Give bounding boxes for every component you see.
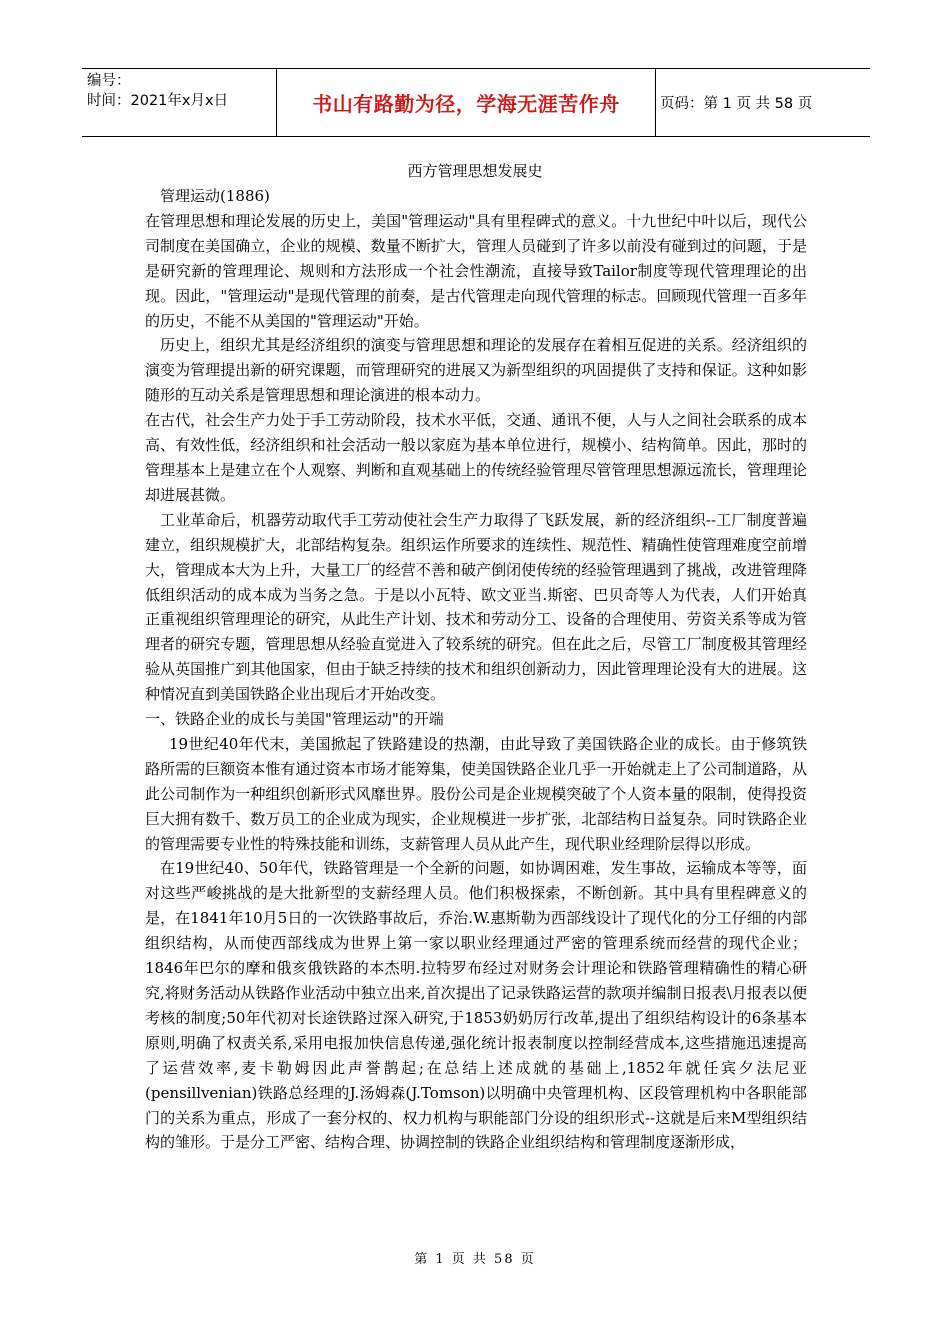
page-header — [82, 68, 870, 137]
header-meta — [87, 71, 272, 134]
number-label: 编号： — [87, 73, 131, 89]
section-heading-railroad: 一、铁路企业的成长与美国"管理运动"的开端 — [145, 710, 444, 729]
document-title: 西方管理思想发展史 — [407, 162, 543, 180]
paragraph: 在管理思想和理论发展的历史上，美国"管理运动"具有里程碑式的意义。十九世纪中叶以后，现代公司制度在美国确立，企业的规模、数量不断扩大，管理人员碰到了许多以前没有碰到过的问题，于是是研究新的管理理论、规则和方法形成一个社会性潮流，直接导致Tailor制度等现代管理理论的出现。因此，"管理运动"是现代管理的前奏，是古代管理走向现代管理的标志。回顾现代管理一百多年的历史，不能不从美国的"管理运动"开始。 — [145, 211, 807, 330]
section-heading-management-movement: 管理运动(1886) — [160, 187, 270, 205]
paragraph: 在古代，社会生产力处于手工劳动阶段，技术水平低，交通、通讯不便，人与人之间社会联系的成本高、有效性低，经济组织和社会活动一般以家庭为基本单位进行，规模小、结构简单。因此，那时的管理基本上是建立在个人观察、判断和直观基础上的传统经验管理尽管管理思想源远流长，管理理论却进展甚微。 — [145, 411, 807, 504]
paragraph: 工业革命后，机器劳动取代手工劳动使社会生产力取得了飞跃发展，新的经济组织--工厂制度普遍建立，组织规模扩大，北部结构复杂。组织运作所要求的连续性、规范性、精确性使管理难度空前增大，管理成本大为上升，大量工厂的经营不善和破产倒闭使传统的经验管理遇到了挑战，改进管理降低组织活动的成本成为当务之急。于是以小瓦特、欧文亚当.斯密、巴贝奇等人为代表，人们开始真正重视组织管理理论的研究，从此生产计划、技术和劳动分工、设备的合理使用、劳资关系等成为管理者的研究专题，管理思想从经验直觉进入了较系统的研究。但在此之后，尽管工厂制度极其管理经验从英国推广到其他国家，但由于缺乏持续的技术和组织创新动力，因此管理理论没有大的进展。这种情况直到美国铁路企业出现后才开始改变。 — [145, 510, 807, 704]
paragraph: 19世纪40年代末，美国掀起了铁路建设的热潮，由此导致了美国铁路企业的成长。由于修筑铁路所需的巨额资本惟有通过资本市场才能筹集，使美国铁路企业几乎一开始就走上了公司制道路，从此公司制作为一种组织创新形式风靡世界。股份公司是企业规模突破了个人资本量的限制，使得投资巨大拥有数千、数万员工的企业成为现实，企业规模进一步扩张，北部结构日益复杂。同时铁路企业的管理需要专业性的特殊技能和训练，支薪管理人员从此产生，现代职业经理阶层得以形成。 — [145, 734, 807, 853]
document-body — [145, 184, 807, 1155]
date-label: 时间：2021年x月x日 — [87, 93, 229, 109]
motto-text: 书山有路勤为径，学海无涯苦作舟 — [312, 92, 620, 116]
page-footer: 第 1 页 共 58 页 — [414, 1252, 536, 1267]
page-info-text: 页码：第 1 页 共 58 页 — [660, 96, 813, 112]
paragraph: 在19世纪40、50年代，铁路管理是一个全新的问题，如协调困难，发生事故，运输成本等等，面对这些严峻挑战的是大批新型的支薪经理人员。他们积极探索，不断创新。其中具有里程碑意义的是，在1841年10月5日的一次铁路事故后，乔治.W.惠斯勒为西部线设计了现代化的分工仔细的内部组织结构，从而使西部线成为世界上第一家以职业经理通过严密的管理系统而经营的现代企业；1846年巴尔的摩和俄亥俄铁路的本杰明.拉特罗布经过对财务会计理论和铁路管理精确性的精心研究,将财务活动从铁路作业活动中独立出来,首次提出了记录铁路运营的款项并编制日报表\月报表以便考核的制度;50年代初对长途铁路过深入研究,于1853奶奶厉行改革,提出了组织结构设计的6条基本原则,明确了权责关系,采用电报加快信息传递,强化统计报表制度以控制经营成本,这些措施迅速提高了运营效率,麦卡勒姆因此声誉鹊起;在总结上述成就的基础上,1852年就任宾夕法尼亚(pensillvenian)铁路总经理的J.汤姆森(J.Tomson)以明确中央管理机构、区段管理机构中各职能部门的关系为重点，形成了一套分权的、权力机构与职能部门分设的组织形式--这就是后来M型组织结构的雏形。于是分工严密、结构合理、协调控制的铁路企业组织结构和管理制度逐渐形成， — [145, 859, 807, 1152]
header-page-info — [660, 69, 870, 136]
paragraph: 历史上，组织尤其是经济组织的演变与管理思想和理论的发展存在着相互促进的关系。经济组织的演变为管理提出新的研究课题，而管理研究的进展又为新型组织的巩固提供了支持和保证。这种如影随形的互动关系是管理思想和理论演进的根本动力。 — [145, 336, 807, 405]
header-motto-cell — [276, 69, 656, 136]
